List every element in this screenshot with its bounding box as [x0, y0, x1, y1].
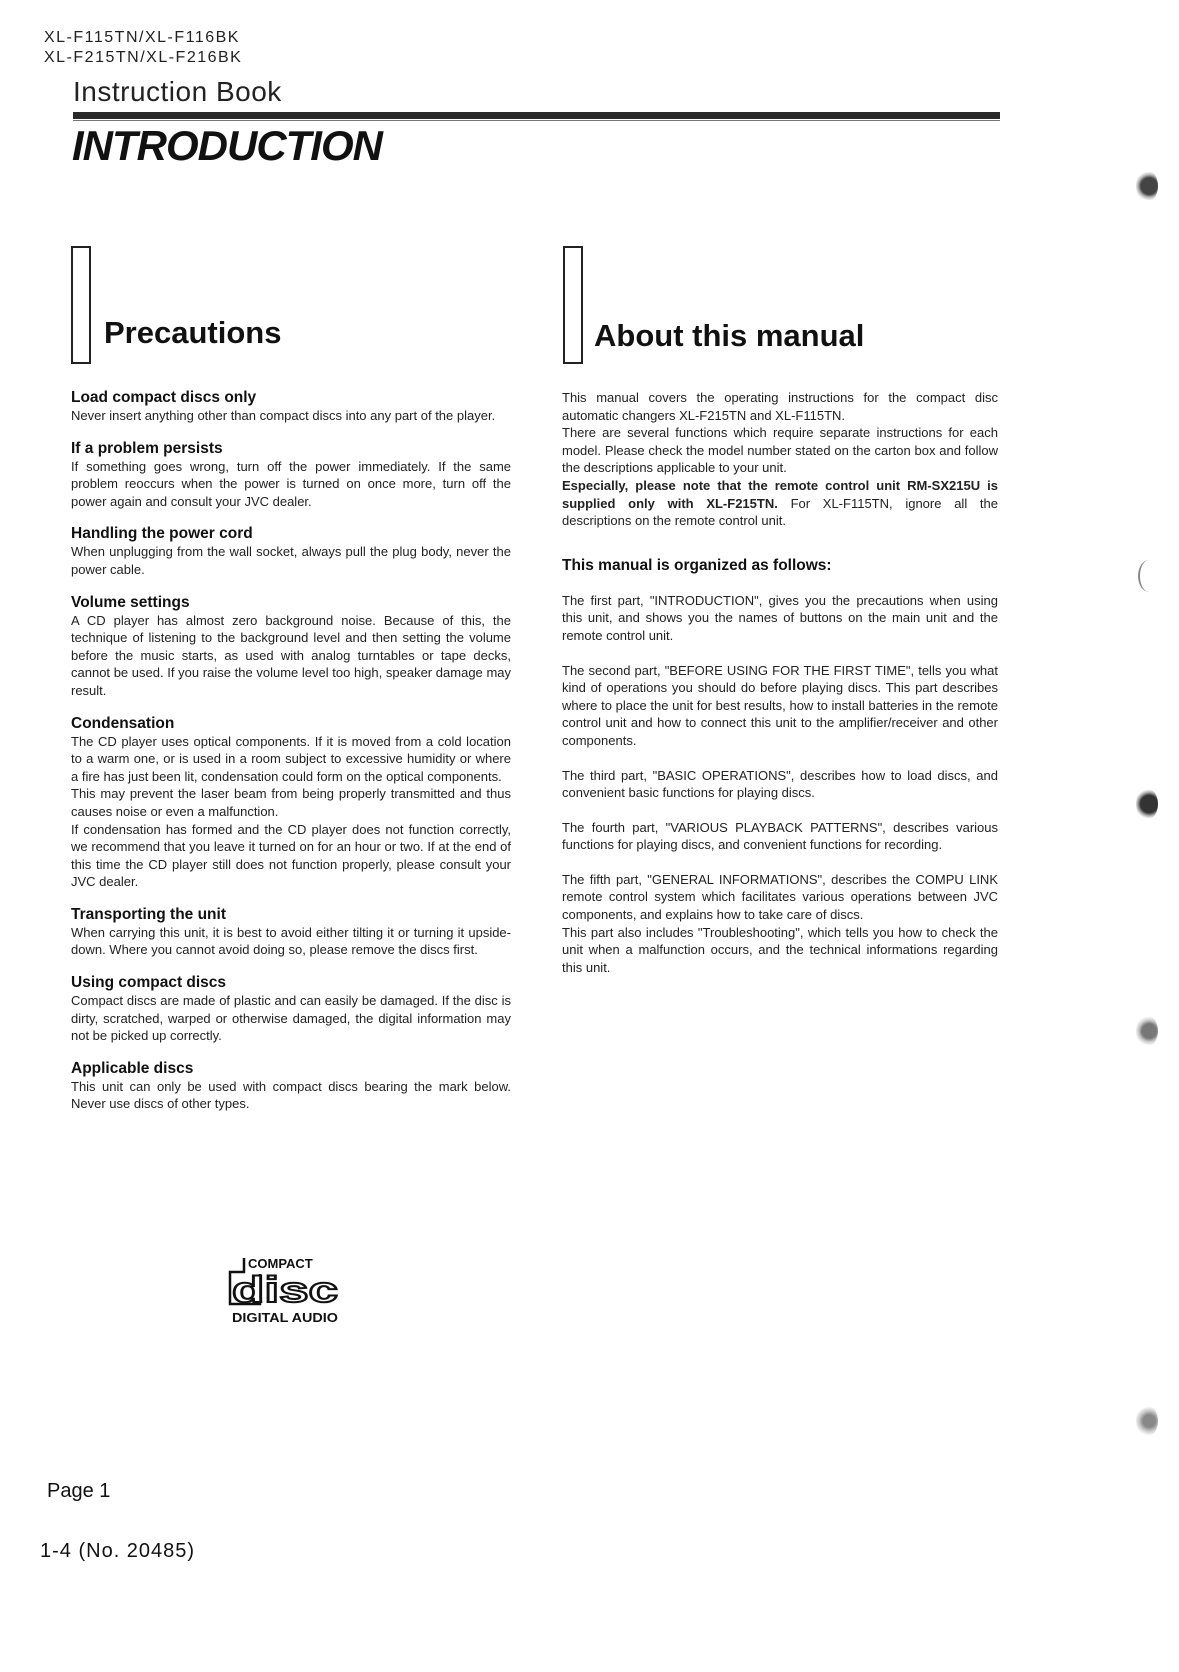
binder-hole: [1136, 170, 1158, 202]
about-box-marker: [563, 246, 583, 364]
precaution-text: If condensation has formed and the CD player does not function correctly, we recommend that you leave it turned on for an hour or two. If at the end of this time the CD player still does not function properly, please consult your JVC dealer.: [71, 821, 511, 890]
precaution-item: [71, 524, 511, 578]
precaution-heading: Applicable discs: [71, 1059, 194, 1077]
logo-compact-text: COMPACT: [248, 1256, 313, 1271]
model-numbers: [44, 28, 242, 68]
precaution-text: A CD player has almost zero background noise. Because of this, the technique of listening to the background level and then setting the volume before the music starts, as used with analog turntables or tape decks, cannot be used. If you raise the volume level too high, speaker damage may result.: [71, 612, 511, 698]
title-rule-thin: [73, 120, 1000, 121]
precaution-item: [71, 714, 511, 891]
precaution-text: This unit can only be used with compact discs bearing the mark below. Never use discs of other types.: [71, 1078, 511, 1112]
precautions-title: Precautions: [104, 315, 282, 350]
logo-digital-audio-text: DIGITAL AUDIO: [232, 1311, 339, 1325]
precaution-heading: Handling the power cord: [71, 525, 253, 543]
precaution-heading: Condensation: [71, 714, 175, 732]
manual-part: [562, 871, 998, 977]
about-title: About this manual: [594, 318, 865, 353]
about-intro-2: There are several functions which require separate instructions for each model. Please check the model number stated on the carton box and follow the descriptions applicable to your unit.: [562, 425, 998, 476]
manual-part-5-continued: This part also includes "Troubleshooting", which tells you how to check the unit when a malfunction occurs, and the technical informations regarding this unit.: [562, 924, 998, 975]
precaution-heading: Load compact discs only: [71, 389, 257, 406]
binder-hole: [1136, 1405, 1158, 1437]
binder-hole: [1136, 1015, 1158, 1047]
precaution-item: [71, 1059, 511, 1113]
model-line-2: XL-F215TN/XL-F216BK: [44, 49, 243, 66]
precautions-column: [71, 388, 511, 1127]
model-line-1: XL-F115TN/XL-F116BK: [44, 29, 240, 46]
precaution-item: [71, 439, 511, 511]
about-intro-bold: Especially, please note that the remote control unit RM-SX215U is supplied only with XL-F215TN.: [562, 477, 998, 511]
precaution-text: When carrying this unit, it is best to avoid either tilting it or turning it upside-down. Where you cannot avoid doing so, please remove the discs first.: [71, 924, 511, 958]
about-intro-rest: For XL-F115TN, ignore all the descriptions on the remote control unit.: [562, 495, 998, 529]
manual-part-5: The fifth part, "GENERAL INFORMATIONS", describes the COMPU LINK remote control system which facilitates various operations between JVC components, and explains how to take care of discs.: [562, 871, 998, 923]
precaution-text: Compact discs are made of plastic and can easily be damaged. If the disc is dirty, scratched, warped or otherwise damaged, the digital information may not be picked up correctly.: [71, 993, 511, 1044]
precaution-item: [71, 905, 511, 959]
compact-disc-logo: [226, 1254, 344, 1332]
precaution-text: The CD player uses optical components. If it is moved from a cold location to a warm one, or is used in a room subject to excessive humidity or where a fire has just been lit, condensation could form on the optical components.: [71, 733, 511, 784]
manual-part: The fourth part, "VARIOUS PLAYBACK PATTERNS", describes various functions for playing discs, and convenient functions for recording.: [562, 819, 998, 853]
manual-part: The third part, "BASIC OPERATIONS", describes how to load discs, and convenient basic functions for playing discs.: [562, 767, 998, 801]
precautions-box-marker: [71, 246, 91, 364]
title-rule: [73, 112, 1000, 119]
about-intro: [562, 389, 998, 530]
binder-hole: [1138, 560, 1160, 592]
precaution-heading: Using compact discs: [71, 974, 227, 992]
precaution-item: [71, 973, 511, 1045]
precaution-text: Never insert anything other than compact discs into any part of the player.: [71, 408, 496, 423]
document-number: 1-4 (No. 20485): [40, 1540, 196, 1562]
precaution-item: [71, 593, 511, 700]
organized-heading: This manual is organized as follows:: [562, 556, 832, 574]
manual-part: The second part, "BEFORE USING FOR THE FIRST TIME", tells you what kind of operations you should do before playing discs. This part describes where to place the unit for best results, how to install batteries in the remote control unit and how to connect this unit to the amplifier/receiver and other components.: [562, 662, 998, 748]
section-title: INTRODUCTION: [72, 122, 382, 169]
page-number: Page 1: [47, 1480, 111, 1502]
logo-disc-text: disc: [232, 1269, 338, 1310]
manual-part: The first part, "INTRODUCTION", gives you the precautions when using this unit, and shows you the names of buttons on the main unit and the remote control unit.: [562, 592, 998, 643]
precaution-heading: If a problem persists: [71, 439, 223, 457]
precaution-text: This may prevent the laser beam from being properly transmitted and thus causes noise or even a malfunction.: [71, 786, 511, 819]
binder-hole: [1136, 788, 1158, 820]
precaution-heading: Volume settings: [71, 593, 190, 611]
precaution-text: When unplugging from the wall socket, always pull the plug body, never the power cable.: [71, 544, 511, 577]
precaution-heading: Transporting the unit: [71, 905, 226, 923]
about-column: [562, 389, 998, 993]
about-intro-1: This manual covers the operating instructions for the compact disc automatic changers XL-F215TN and XL-F115TN.: [562, 390, 998, 423]
book-title: Instruction Book: [73, 76, 282, 107]
precaution-text: If something goes wrong, turn off the power immediately. If the same problem reoccurs when the power is turned on once more, turn off the power again and consult your JVC dealer.: [71, 458, 511, 509]
precaution-item: [71, 388, 511, 425]
